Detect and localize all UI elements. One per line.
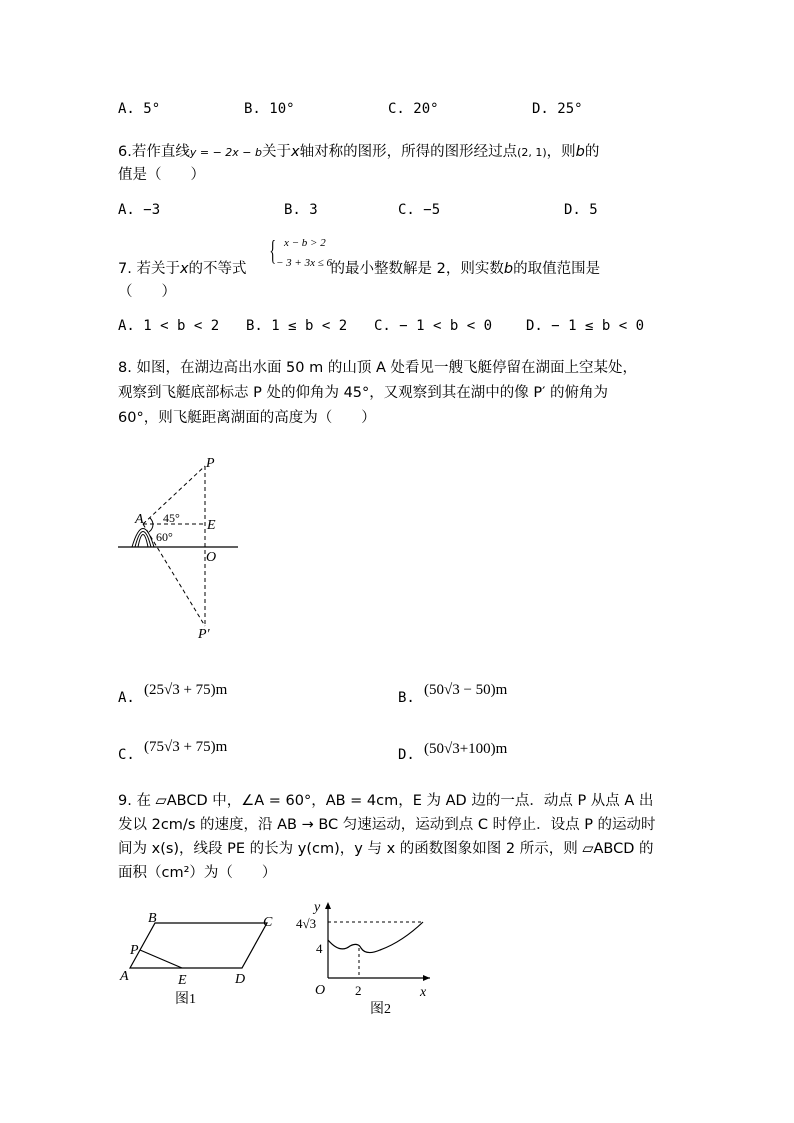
q8-option-b-value: (50√3 − 50)m (424, 682, 508, 698)
q9-fig2-tick-4sqrt3: 4√3 (296, 916, 317, 931)
q8-label-a: A (135, 512, 144, 527)
q5-option-b: B. 10° (244, 101, 295, 117)
q7-system-line1: x − b > 2 (284, 237, 326, 249)
q9-fig1-label-a: A (120, 969, 129, 984)
q9-fig1-label-d: D (235, 972, 246, 987)
q7-option-c: C. − 1 < b < 0 (374, 318, 493, 334)
q6-option-c: C. −5 (398, 202, 441, 218)
q8-angle-60: 60° (156, 530, 173, 544)
q8-label-p: P (206, 456, 215, 471)
q9-fig1-caption: 图1 (175, 992, 196, 1007)
q9-fig1-label-b: B (148, 911, 157, 926)
q5-option-c: C. 20° (388, 101, 439, 117)
q8-option-c-value: (75√3 + 75)m (144, 739, 228, 755)
q8-figure (110, 450, 250, 650)
q9-fig2-caption: 图2 (370, 1002, 391, 1017)
q8-option-a-value: (25√3 + 75)m (144, 682, 228, 698)
q9-stem-line4: 面积（cm²）为（ ） (118, 865, 277, 881)
q8-option-d-value: (50√3+100)m (424, 741, 508, 757)
q9-fig2-label-o: O (315, 983, 326, 998)
q7-system-line2: − 3 + 3x ≤ 6 (276, 257, 333, 269)
q6-stem: 6.若作直线y = − 2x − b关于x轴对称的图形，所得的图形经过点(2, 1)，则b的 (118, 144, 600, 160)
q9-stem-line3: 间为 x(s)，线段 PE 的长为 y(cm)，y 与 x 的函数图象如图 2 所示，则 ▱ABCD 的 (118, 841, 654, 857)
q8-option-d-label: D. (398, 747, 415, 763)
q8-label-e: E (207, 518, 216, 533)
q6-option-d: D. 5 (564, 202, 598, 218)
q7-option-a: A. 1 < b < 2 (118, 318, 220, 334)
q8-option-a-label: A. (118, 690, 135, 706)
q7-stem-line2: （ ） (118, 284, 176, 300)
q9-fig1-label-p: P (130, 943, 139, 958)
q8-stem-line2: 观察到飞艇底部标志 P 处的仰角为 45°，又观察到其在湖中的像 P′ 的俯角为 (118, 385, 609, 401)
q9-stem-line1: 9. 在 ▱ABCD 中，∠A = 60°，AB = 4cm，E 为 AD 边的一点．动点 P 从点 A 出 (118, 793, 654, 809)
q9-fig2-tick-4: 4 (316, 941, 323, 956)
q9-fig1-label-c: C (263, 915, 273, 930)
q8-option-c-label: C. (118, 747, 135, 763)
q8-stem-line3: 60°，则飞艇距离湖面的高度为（ ） (118, 410, 376, 426)
q7-option-d: D. − 1 ≤ b < 0 (526, 318, 645, 334)
q8-option-b-label: B. (398, 690, 415, 706)
q5-option-a: A. 5° (118, 101, 161, 117)
q6-option-a: A. −3 (118, 202, 161, 218)
q9-fig1-label-e: E (178, 973, 187, 988)
q7-option-b: B. 1 ≤ b < 2 (246, 318, 348, 334)
q8-stem-line1: 8. 如图，在湖边高出水面 50 m 的山顶 A 处看见一艘飞艇停留在湖面上空某处， (118, 360, 637, 376)
q8-label-p-prime: P′ (198, 627, 210, 642)
q9-fig2-label-y: y (314, 900, 321, 915)
q7-brace: { (269, 236, 277, 267)
q9-fig2-tick-2: 2 (355, 983, 362, 998)
q7-stem: 7. 若关于x的不等式 的最小整数解是 2，则实数b的取值范围是 (118, 261, 601, 277)
q8-angle-45: 45° (163, 511, 180, 525)
q8-label-o: O (206, 550, 217, 565)
q9-fig2-label-x: x (420, 985, 427, 1000)
q6-stem-line2: 值是（ ） (118, 167, 205, 183)
q6-option-b: B. 3 (284, 202, 318, 218)
q5-option-d: D. 25° (532, 101, 583, 117)
q9-figure2 (290, 898, 440, 1023)
q9-stem-line2: 发以 2cm/s 的速度，沿 AB → BC 匀速运动，运动到点 C 时停止．设点 P 的运动时 (118, 817, 656, 833)
q9-figure1 (115, 908, 285, 1018)
